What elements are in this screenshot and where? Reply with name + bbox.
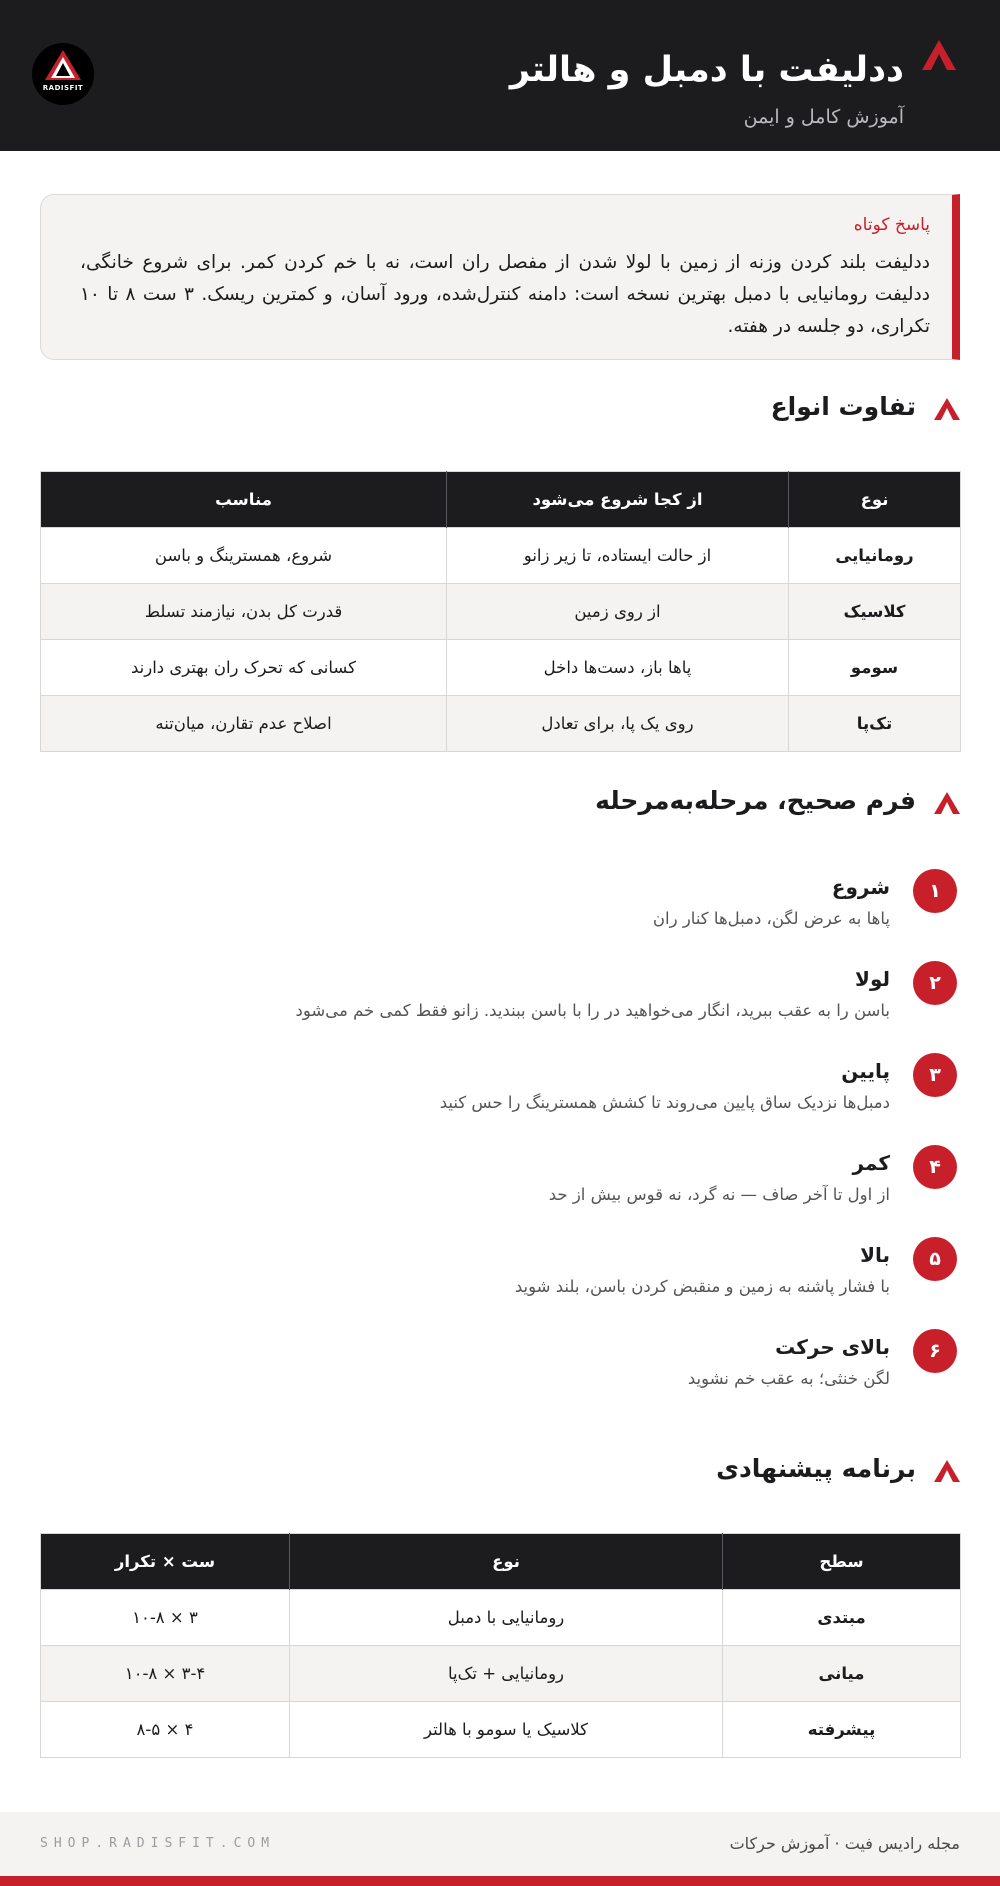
logo-wordmark: RADISFIT <box>42 84 84 92</box>
step-number-badge: ۳ <box>913 1053 957 1097</box>
logo-mountain-icon <box>32 43 94 105</box>
table-row <box>41 1590 961 1646</box>
column-header: سطح <box>723 1534 961 1590</box>
radisfit-logo[interactable] <box>32 43 94 105</box>
footer-brand: مجله رادیس فیت · آموزش حرکات <box>729 1834 960 1853</box>
table-cell: روی یک پا، برای تعادل <box>447 696 789 752</box>
step-item <box>57 1237 957 1317</box>
page-header <box>0 0 1000 151</box>
step-item <box>57 1053 957 1133</box>
table-cell: رومانیایی با دمبل <box>290 1590 723 1646</box>
step-number-badge: ۱ <box>913 869 957 913</box>
table-header-row <box>41 1534 961 1590</box>
table-cell: ۴ × ۸-۵ <box>41 1702 290 1758</box>
step-number-badge: ۵ <box>913 1237 957 1281</box>
section-title: برنامه پیشنهادی <box>716 1454 916 1483</box>
page-footer <box>0 1812 1000 1876</box>
column-header: از کجا شروع می‌شود <box>447 472 789 528</box>
step-description: دمبل‌ها نزدیک ساق پایین می‌روند تا کشش همسترینگ را حس کنید <box>439 1093 890 1112</box>
table-cell: از روی زمین <box>447 584 789 640</box>
table-header-row <box>41 472 961 528</box>
chevron-up-icon <box>934 1460 960 1482</box>
section-heading-program <box>560 1454 960 1494</box>
footer-url-link[interactable]: SHOP.RADISFIT.COM <box>40 1836 276 1851</box>
step-description: لگن خنثی؛ به عقب خم نشوید <box>687 1369 890 1388</box>
table-cell: رومانیایی <box>789 528 961 584</box>
table-row <box>41 696 961 752</box>
step-title: شروع <box>831 875 890 899</box>
table-cell: قدرت کل بدن، نیازمند تسلط <box>41 584 447 640</box>
step-title: بالای حرکت <box>775 1335 890 1359</box>
page-title: ددلیفت با دمبل و هالتر <box>509 50 904 90</box>
table-row <box>41 528 961 584</box>
types-table <box>40 471 961 752</box>
section-title: تفاوت انواع <box>770 392 916 421</box>
step-number-badge: ۶ <box>913 1329 957 1373</box>
table-cell: مبتدی <box>723 1590 961 1646</box>
table-cell: ۳-۴ × ۱۰-۸ <box>41 1646 290 1702</box>
table-cell: تک‌پا <box>789 696 961 752</box>
section-title: فرم صحیح، مرحله‌به‌مرحله <box>595 786 916 815</box>
footer-accent-bar <box>0 1876 1000 1886</box>
short-answer-title: پاسخ کوتاه <box>853 215 930 235</box>
table-cell: میانی <box>723 1646 961 1702</box>
table-row <box>41 584 961 640</box>
step-item <box>57 869 957 949</box>
table-cell: پیشرفته <box>723 1702 961 1758</box>
section-heading-types <box>560 392 960 432</box>
table-cell: ۳ × ۱۰-۸ <box>41 1590 290 1646</box>
section-heading-form <box>560 786 960 826</box>
chevron-up-icon <box>934 792 960 814</box>
step-description: از اول تا آخر صاف — نه گرد، نه قوس بیش از حد <box>548 1185 890 1204</box>
table-cell: کلاسیک یا سومو با هالتر <box>290 1702 723 1758</box>
table-cell: کسانی که تحرک ران بهتری دارند <box>41 640 447 696</box>
table-row <box>41 1646 961 1702</box>
table-row <box>41 1702 961 1758</box>
short-answer-box <box>40 194 960 360</box>
table-cell: سومو <box>789 640 961 696</box>
table-cell: پاها باز، دست‌ها داخل <box>447 640 789 696</box>
step-number-badge: ۲ <box>913 961 957 1005</box>
table-cell: اصلاح عدم تقارن، میان‌تنه <box>41 696 447 752</box>
column-header: مناسب <box>41 472 447 528</box>
step-item <box>57 1329 957 1409</box>
column-header: نوع <box>290 1534 723 1590</box>
step-title: پایین <box>841 1059 890 1083</box>
table-row <box>41 640 961 696</box>
step-description: باسن را به عقب ببرید، انگار می‌خواهید در را با باسن ببندید. زانو فقط کمی خم می‌شود <box>295 1001 890 1020</box>
table-cell: رومانیایی + تک‌پا <box>290 1646 723 1702</box>
table-cell: شروع، همسترینگ و باسن <box>41 528 447 584</box>
step-item <box>57 961 957 1041</box>
table-cell: از حالت ایستاده، تا زیر زانو <box>447 528 789 584</box>
step-description: پاها به عرض لگن، دمبل‌ها کنار ران <box>652 909 890 928</box>
step-number-badge: ۴ <box>913 1145 957 1189</box>
step-item <box>57 1145 957 1225</box>
page-subtitle: آموزش کامل و ایمن <box>743 106 904 128</box>
step-title: لولا <box>855 967 890 991</box>
chevron-up-icon <box>934 398 960 420</box>
short-answer-text: ددلیفت بلند کردن وزنه از زمین با لولا شدن از مفصل ران است، نه با خم کردن کمر. برای شروع خانگی، ددلیفت رومانیایی با دمبل بهترین نسخه است: دامنه کنترل‌شده، ورود آسان، و کمترین ریسک. ۳ ست ۸ تا ۱۰ تکراری، دو جلسه در هفته. <box>80 252 931 337</box>
step-title: کمر <box>852 1151 890 1175</box>
column-header: نوع <box>789 472 961 528</box>
step-description: با فشار پاشنه به زمین و منقبض کردن باسن، بلند شوید <box>514 1277 890 1296</box>
table-cell: کلاسیک <box>789 584 961 640</box>
step-title: بالا <box>860 1243 890 1267</box>
column-header: ست × تکرار <box>41 1534 290 1590</box>
chevron-up-icon <box>922 40 956 70</box>
program-table <box>40 1533 961 1758</box>
